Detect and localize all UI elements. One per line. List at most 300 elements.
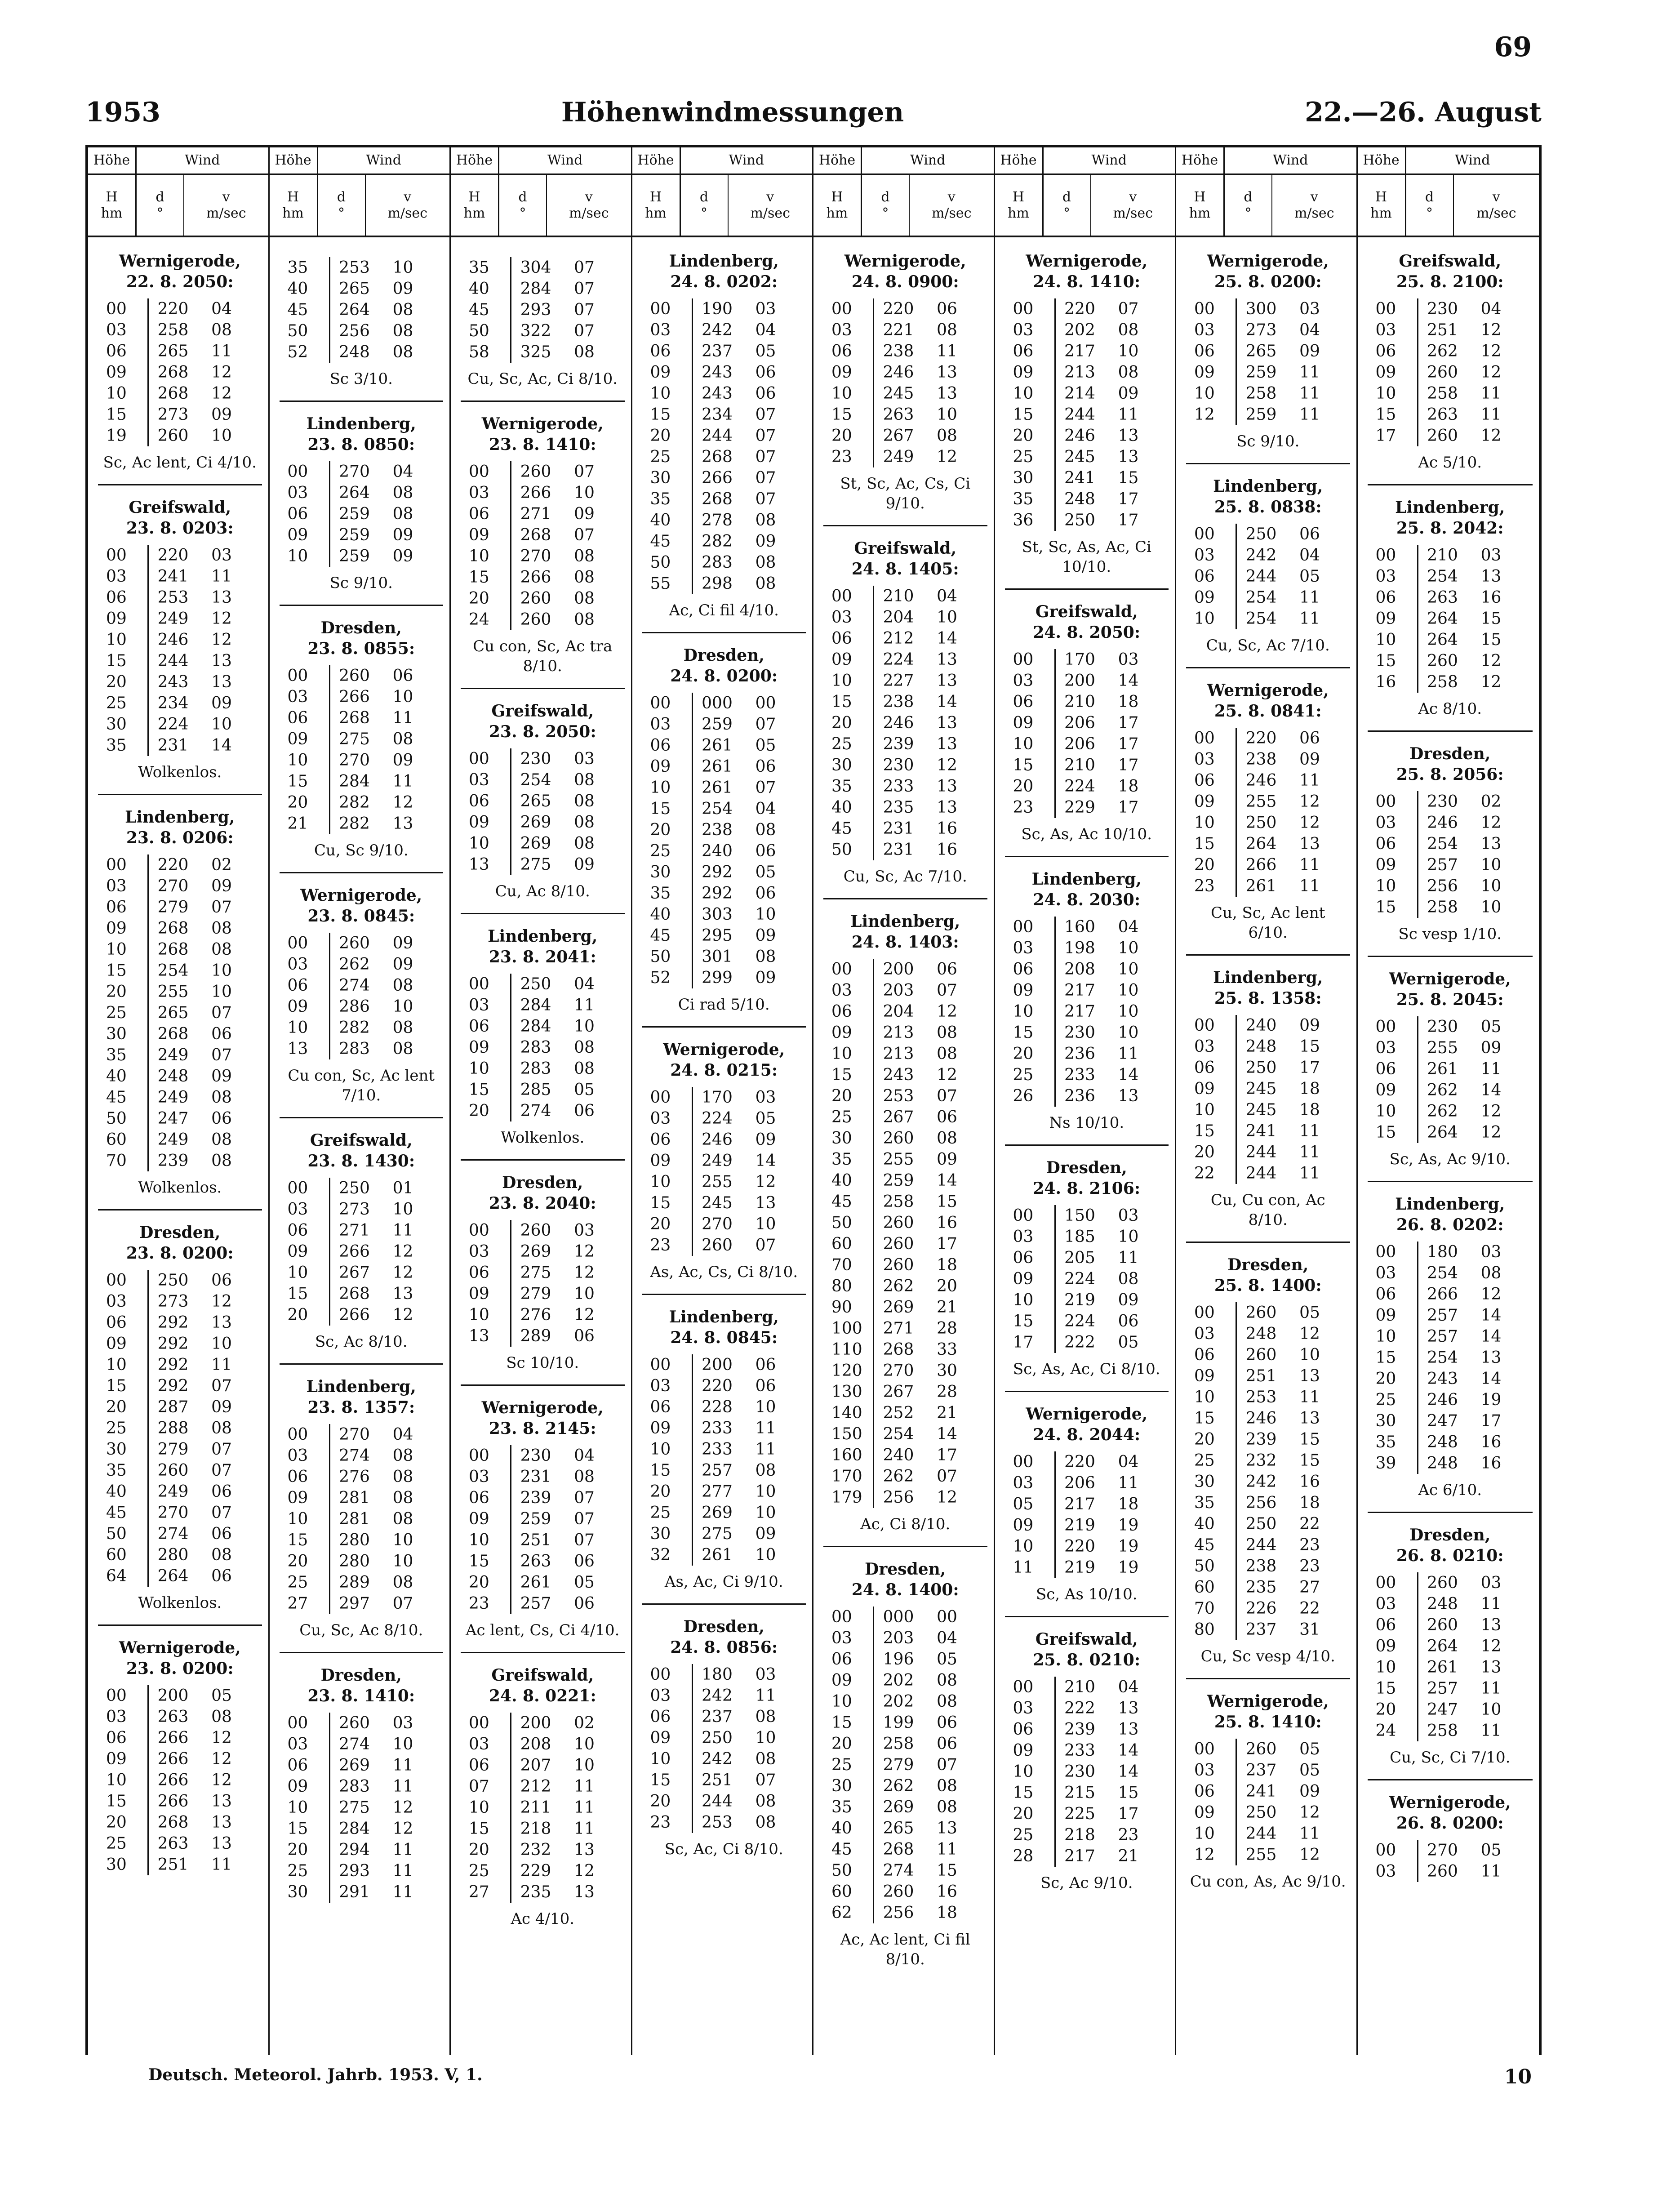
- table-row: [1186, 1619, 1350, 1640]
- direction-value: 263: [1417, 587, 1467, 608]
- height-label: Höhe: [88, 147, 137, 174]
- height-value: 00: [287, 667, 308, 685]
- direction-value: 220: [147, 854, 197, 876]
- table-row: [98, 1523, 262, 1544]
- d-unit: °: [882, 205, 889, 221]
- table-row: [1005, 691, 1169, 712]
- station-name: Wernigerode,: [481, 1398, 604, 1417]
- direction-cell: [1044, 175, 1091, 236]
- station-block: [823, 251, 987, 524]
- column-body: [1358, 237, 1539, 1882]
- table-row: [280, 257, 444, 278]
- speed-value: 09: [755, 532, 776, 551]
- speed-value: 10: [1118, 939, 1139, 957]
- table-row: [1005, 1825, 1169, 1846]
- table-row: [1005, 1247, 1169, 1268]
- cloud-remark: Cu, Sc, Ac 7/10.: [1206, 636, 1330, 654]
- station-name: Dresden,: [139, 1223, 221, 1242]
- table-row: [823, 959, 987, 980]
- speed-value: 08: [574, 1468, 595, 1486]
- height-value: 03: [469, 1242, 489, 1261]
- direction-value: 257: [1417, 854, 1467, 876]
- station-block: [1186, 1255, 1350, 1677]
- height-value: 20: [1194, 856, 1215, 874]
- direction-value: 208: [510, 1734, 560, 1755]
- speed-value: 10: [211, 427, 232, 445]
- height-value: 20: [831, 1087, 852, 1105]
- height-value: 06: [1013, 693, 1034, 711]
- speed-value: 07: [211, 1046, 232, 1064]
- station-name: Wernigerode,: [1207, 252, 1329, 271]
- direction-value: 203: [873, 980, 923, 1001]
- table-row: [823, 1170, 987, 1191]
- direction-value: 282: [329, 1017, 379, 1038]
- direction-value: 255: [873, 1149, 923, 1170]
- d-symbol: d: [1062, 189, 1071, 205]
- station-name: Lindenberg,: [850, 912, 960, 931]
- height-value: 25: [1013, 1826, 1034, 1844]
- direction-value: 283: [510, 1037, 560, 1058]
- speed-value: 11: [1480, 384, 1502, 403]
- table-row: [461, 854, 625, 875]
- d-symbol: d: [337, 189, 346, 205]
- speed-value: 04: [1118, 1453, 1139, 1471]
- speed-value: 13: [574, 1883, 595, 1901]
- direction-value: 283: [329, 1038, 379, 1059]
- station-name: Lindenberg,: [1395, 1195, 1505, 1214]
- direction-value: 253: [147, 587, 197, 608]
- block-separator: [461, 1652, 625, 1653]
- height-value: 03: [831, 608, 852, 627]
- station-name: Dresden,: [1409, 744, 1491, 763]
- direction-value: 244: [692, 425, 742, 446]
- speed-value: 13: [1118, 427, 1139, 445]
- direction-value: 266: [329, 1304, 379, 1326]
- height-value: 10: [1375, 1327, 1396, 1346]
- speed-value: 12: [1299, 1846, 1320, 1864]
- direction-value: 270: [329, 461, 379, 482]
- table-row: [461, 461, 625, 482]
- speed-value: 05: [574, 1573, 595, 1592]
- height-unit-cell: [995, 175, 1044, 236]
- direction-value: 219: [1054, 1290, 1104, 1311]
- speed-value: 08: [392, 322, 413, 340]
- table-row: [461, 1755, 625, 1776]
- direction-value: 268: [147, 362, 197, 383]
- direction-value: 250: [147, 1270, 197, 1291]
- direction-value: 203: [873, 1628, 923, 1649]
- column-body: [270, 237, 450, 1903]
- direction-value: 279: [873, 1754, 923, 1776]
- height-value: 21: [287, 814, 308, 833]
- table-row: [98, 404, 262, 425]
- direction-value: 260: [1417, 425, 1467, 446]
- h-unit: hm: [282, 205, 304, 221]
- table-row: [280, 320, 444, 342]
- table-row: [1368, 1080, 1533, 1101]
- direction-value: 258: [1417, 672, 1467, 693]
- cloud-remark: As, Ac, Ci 9/10.: [664, 1573, 783, 1591]
- observation-date: 25. 8. 2045:: [1396, 990, 1504, 1009]
- table-row: [823, 1424, 987, 1445]
- direction-value: 260: [1236, 1302, 1285, 1323]
- speed-value: 10: [755, 1398, 776, 1416]
- direction-value: 253: [1236, 1387, 1285, 1408]
- table-row: [1186, 812, 1350, 833]
- direction-value: 266: [147, 1770, 197, 1791]
- speed-cell: [1454, 175, 1539, 236]
- table-row: [280, 1797, 444, 1818]
- direction-value: 248: [147, 1066, 197, 1087]
- direction-value: 255: [1236, 791, 1285, 812]
- direction-value: 260: [329, 665, 379, 686]
- table-row: [280, 686, 444, 708]
- direction-value: 274: [147, 1523, 197, 1544]
- direction-value: 224: [1054, 1268, 1104, 1290]
- speed-value: 02: [1480, 792, 1502, 811]
- observation-rows: [1186, 1302, 1350, 1640]
- height-value: 23: [831, 448, 852, 466]
- speed-value: 21: [937, 1298, 957, 1317]
- station-name: Lindenberg,: [1213, 968, 1323, 987]
- table-row: [823, 734, 987, 755]
- table-row: [1368, 1368, 1533, 1389]
- height-value: 09: [469, 813, 489, 832]
- table-row: [1368, 1636, 1533, 1657]
- table-row: [1368, 1389, 1533, 1411]
- h-symbol: H: [287, 189, 299, 205]
- direction-value: 246: [1417, 1389, 1467, 1411]
- station-name: Dresden,: [1227, 1255, 1309, 1274]
- direction-value: 242: [1236, 1471, 1285, 1492]
- speed-value: 11: [755, 1687, 776, 1705]
- table-row: [98, 1685, 262, 1706]
- table-row: [98, 939, 262, 960]
- height-value: 15: [287, 772, 308, 791]
- v-unit: m/sec: [750, 205, 790, 221]
- speed-value: 17: [937, 1235, 957, 1253]
- height-value: 110: [831, 1340, 862, 1359]
- height-value: 03: [1013, 321, 1034, 339]
- height-value: 00: [469, 750, 489, 768]
- direction-value: 261: [692, 735, 742, 756]
- height-value: 17: [1013, 1333, 1034, 1352]
- speed-value: 06: [1299, 525, 1320, 543]
- table-row: [98, 672, 262, 693]
- cloud-remark: Cu con, As, Ac 9/10.: [1190, 1873, 1346, 1891]
- block-separator: [642, 1603, 806, 1605]
- direction-value: 293: [329, 1860, 379, 1882]
- direction-value: 259: [329, 525, 379, 546]
- table-row: [1005, 510, 1169, 531]
- direction-value: 237: [692, 341, 742, 362]
- block-separator: [1186, 1242, 1350, 1243]
- height-value: 10: [469, 1059, 489, 1078]
- height-value: 03: [1375, 1264, 1396, 1282]
- height-value: 03: [1375, 1595, 1396, 1613]
- direction-value: 226: [1236, 1598, 1285, 1619]
- height-value: 09: [650, 1152, 671, 1170]
- speed-value: 14: [211, 736, 232, 755]
- table-row: [280, 503, 444, 525]
- direction-value: 254: [1417, 1347, 1467, 1368]
- direction-value: 251: [510, 1530, 560, 1551]
- height-value: 45: [106, 1504, 127, 1522]
- station-name: Greifswald,: [1035, 602, 1138, 621]
- speed-value: 08: [392, 505, 413, 523]
- height-value: 10: [1194, 1101, 1215, 1119]
- observation-date: 23. 8. 1357:: [307, 1398, 415, 1417]
- direction-value: 251: [1417, 320, 1467, 341]
- direction-value: 264: [1417, 1122, 1467, 1143]
- speed-value: 09: [211, 877, 232, 895]
- table-row: [98, 981, 262, 1002]
- height-value: 15: [1375, 652, 1396, 670]
- speed-value: 10: [574, 484, 595, 502]
- direction-value: 275: [510, 1262, 560, 1283]
- direction-value: 248: [1417, 1593, 1467, 1615]
- column-header-units: [813, 175, 994, 236]
- table-row: [1368, 876, 1533, 897]
- speed-value: 13: [937, 1819, 957, 1838]
- height-value: 35: [106, 736, 127, 755]
- height-value: 00: [1375, 792, 1396, 811]
- station-block: [1368, 743, 1533, 955]
- observation-date: 23. 8. 0855:: [307, 639, 415, 658]
- d-unit: °: [1244, 205, 1252, 221]
- speed-value: 06: [937, 300, 957, 318]
- height-value: 03: [650, 321, 671, 339]
- direction-cell: [318, 175, 366, 236]
- height-value: 15: [1013, 756, 1034, 774]
- height-value: 64: [106, 1567, 127, 1585]
- table-row: [280, 771, 444, 792]
- speed-value: 05: [755, 863, 776, 881]
- table-row: [461, 320, 625, 342]
- height-value: 06: [287, 1221, 308, 1240]
- speed-value: 06: [937, 1108, 957, 1126]
- direction-cell: [137, 175, 184, 236]
- station-block: [1186, 680, 1350, 953]
- height-value: 03: [1375, 321, 1396, 339]
- speed-value: 13: [574, 1841, 595, 1859]
- speed-value: 08: [211, 1130, 232, 1149]
- direction-value: 232: [1236, 1450, 1285, 1471]
- height-value: 25: [287, 1862, 308, 1880]
- direction-value: 224: [692, 1108, 742, 1129]
- speed-value: 11: [1299, 610, 1320, 628]
- height-value: 20: [1375, 1700, 1396, 1719]
- direction-value: 292: [147, 1312, 197, 1333]
- height-value: 09: [106, 610, 127, 628]
- column-header-units: [1176, 175, 1356, 236]
- speed-value: 04: [1299, 321, 1320, 339]
- height-value: 15: [106, 961, 127, 980]
- height-value: 09: [1375, 1081, 1396, 1099]
- h-unit: hm: [1370, 205, 1392, 221]
- height-value: 03: [106, 1708, 127, 1726]
- height-value: 120: [831, 1362, 862, 1380]
- height-value: 06: [1013, 1720, 1034, 1739]
- direction-value: 261: [510, 1572, 560, 1593]
- height-value: 03: [106, 567, 127, 586]
- direction-value: 268: [147, 939, 197, 960]
- table-row: [1186, 1344, 1350, 1366]
- direction-value: 298: [692, 573, 742, 594]
- speed-value: 04: [392, 1425, 413, 1444]
- wind-table: [85, 145, 1542, 2055]
- height-value: 25: [469, 1862, 489, 1880]
- direction-value: 239: [1054, 1719, 1104, 1740]
- speed-value: 13: [937, 384, 957, 403]
- table-row: [461, 482, 625, 503]
- direction-value: 265: [510, 791, 560, 812]
- direction-value: 244: [1054, 404, 1104, 425]
- table-row: [98, 1291, 262, 1312]
- table-row: [1005, 1719, 1169, 1740]
- speed-value: 05: [574, 1081, 595, 1099]
- table-row: [1186, 791, 1350, 812]
- table-row: [823, 691, 987, 712]
- height-value: 30: [106, 1440, 127, 1459]
- speed-value: 27: [1299, 1578, 1320, 1597]
- direction-value: 246: [1417, 812, 1467, 833]
- height-value: 58: [469, 343, 489, 361]
- table-row: [461, 1487, 625, 1509]
- direction-value: 230: [1417, 298, 1467, 320]
- height-value: 20: [1375, 1370, 1396, 1388]
- observation-rows: [1186, 524, 1350, 629]
- column-body: [1176, 237, 1356, 1902]
- table-row: [461, 995, 625, 1016]
- station-block: [1368, 497, 1533, 730]
- height-value: 10: [1013, 735, 1034, 753]
- observation-rows: [1005, 649, 1169, 818]
- direction-value: 257: [1417, 1678, 1467, 1699]
- height-value: 09: [106, 363, 127, 382]
- height-value: 55: [650, 574, 671, 593]
- speed-value: 13: [1118, 1699, 1139, 1718]
- height-value: 15: [1375, 1123, 1396, 1142]
- observation-rows: [1005, 298, 1169, 531]
- speed-value: 04: [392, 463, 413, 481]
- speed-value: 11: [937, 342, 957, 360]
- direction-value: 325: [510, 342, 560, 363]
- speed-value: 18: [1118, 693, 1139, 711]
- observation-rows: [280, 257, 444, 363]
- cloud-remark: St, Sc, Ac, Cs, Ci 9/10.: [840, 475, 971, 512]
- height-value: 07: [469, 1777, 489, 1796]
- height-value: 15: [650, 1461, 671, 1480]
- table-row: [823, 1628, 987, 1649]
- table-row: [1005, 341, 1169, 362]
- speed-value: 09: [937, 1150, 957, 1169]
- direction-value: 270: [329, 1424, 379, 1445]
- table-row: [280, 1304, 444, 1326]
- direction-value: 258: [873, 1733, 923, 1754]
- direction-value: 233: [1054, 1064, 1104, 1086]
- height-value: 03: [1013, 1699, 1034, 1718]
- observation-rows: [823, 586, 987, 860]
- height-value: 10: [287, 1798, 308, 1817]
- direction-value: 206: [1054, 734, 1104, 755]
- direction-value: 254: [1236, 608, 1285, 629]
- observation-rows: [1186, 728, 1350, 897]
- speed-value: 12: [1480, 1123, 1502, 1142]
- table-row: [642, 693, 806, 714]
- speed-value: 09: [755, 926, 776, 945]
- table-row: [642, 1375, 806, 1397]
- speed-value: 09: [755, 969, 776, 987]
- cloud-remark: Cu, Sc, Ac 8/10.: [299, 1621, 423, 1639]
- height-value: 35: [831, 777, 852, 796]
- height-value: 03: [831, 981, 852, 1000]
- height-value: 20: [469, 589, 489, 608]
- table-row: [642, 777, 806, 798]
- speed-value: 08: [755, 1792, 776, 1811]
- height-value: 20: [1013, 427, 1034, 445]
- table-row: [823, 980, 987, 1001]
- direction-value: 248: [1417, 1432, 1467, 1453]
- table-row: [280, 996, 444, 1017]
- height-value: 10: [1013, 1002, 1034, 1021]
- speed-value: 12: [1299, 1803, 1320, 1822]
- table-row: [1368, 587, 1533, 608]
- table-row: [1368, 1453, 1533, 1474]
- speed-value: 14: [1480, 1081, 1502, 1099]
- speed-value: 10: [1118, 1228, 1139, 1246]
- height-value: 15: [1194, 835, 1215, 853]
- cloud-remark: Wolkenlos.: [138, 763, 222, 781]
- direction-value: 264: [1417, 629, 1467, 650]
- station-block: [823, 538, 987, 897]
- station-name: Dresden,: [865, 1560, 946, 1579]
- height-value: 25: [650, 448, 671, 466]
- observation-rows: [280, 1713, 444, 1903]
- direction-value: 261: [692, 777, 742, 798]
- speed-value: 11: [392, 709, 413, 727]
- speed-value: 09: [1480, 1039, 1502, 1057]
- direction-value: 268: [873, 1339, 923, 1360]
- table-row: [98, 341, 262, 362]
- observation-date: 25. 8. 2100:: [1396, 272, 1504, 291]
- station-name: Wernigerode,: [1207, 1692, 1329, 1711]
- d-symbol: d: [1244, 189, 1253, 205]
- height-value: 03: [106, 321, 127, 339]
- speed-value: 07: [937, 1467, 957, 1486]
- table-row: [280, 1241, 444, 1262]
- height-value: 130: [831, 1383, 862, 1401]
- table-row: [642, 341, 806, 362]
- speed-value: 08: [574, 1038, 595, 1057]
- direction-cell: [1225, 175, 1272, 236]
- height-value: 45: [469, 301, 489, 319]
- station-block: [1186, 476, 1350, 666]
- block-separator: [823, 898, 987, 899]
- table-row: [1005, 404, 1169, 425]
- speed-value: 05: [1299, 1304, 1320, 1322]
- direction-value: 262: [329, 954, 379, 975]
- speed-value: 05: [937, 1650, 957, 1669]
- speed-value: 08: [755, 553, 776, 572]
- table-row: [1005, 1043, 1169, 1064]
- table-row: [642, 320, 806, 341]
- table-row: [280, 933, 444, 954]
- direction-value: 251: [147, 1854, 197, 1875]
- speed-value: 10: [755, 905, 776, 924]
- speed-value: 17: [1118, 756, 1139, 774]
- table-row: [1368, 545, 1533, 566]
